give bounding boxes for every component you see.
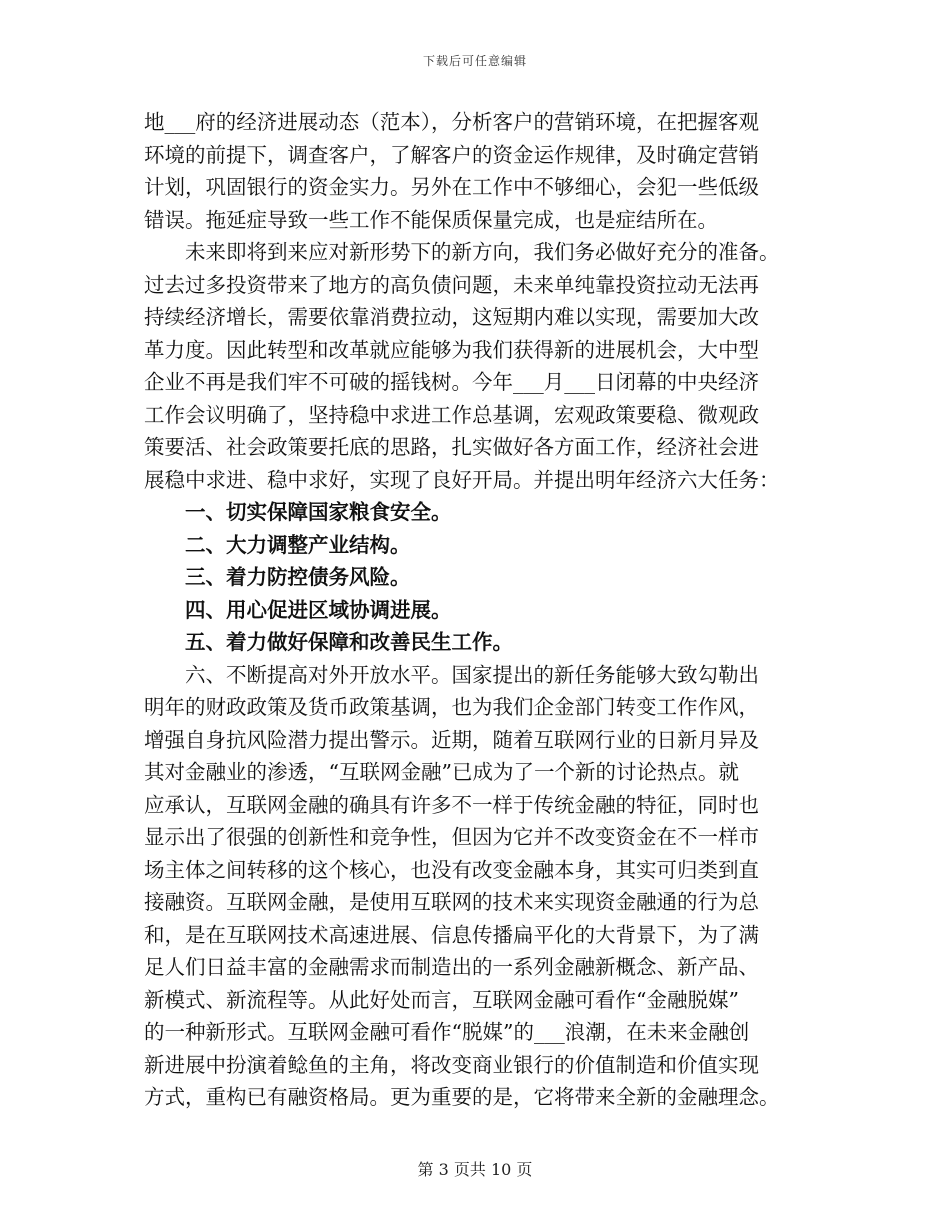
text-line: 的一种新形式。互联网金融可看作“脱媒”的___浪潮，在未来金融创 bbox=[144, 1020, 750, 1044]
text-line: 工作会议明确了，坚持稳中求进工作总基调，宏观政策要稳、微观政 bbox=[144, 402, 759, 427]
text-line: 地___府的经济进展动态（范本），分析客户的营销环境，在把握客观 bbox=[144, 110, 759, 134]
task-list-item: 一、切实保障国家粮食安全。 bbox=[185, 500, 452, 524]
page-header: 下载后可任意编辑 bbox=[422, 54, 527, 68]
page-number-footer: 第 3 页共 10 页 bbox=[417, 1160, 533, 1179]
text-line: 方式，重构已有融资格局。更为重要的是，它将带来全新的金融理念。 bbox=[144, 1085, 780, 1109]
text-line: 持续经济增长，需要依靠消费拉动，这短期内难以实现，需要加大改 bbox=[144, 305, 759, 329]
text-line: 应承认，互联网金融的确具有许多不一样于传统金融的特征，同时也 bbox=[144, 792, 759, 817]
text-line: 策要活、社会政策要托底的思路，扎实做好各方面工作，经济社会进 bbox=[144, 435, 759, 459]
text-line: 新进展中扮演着鲶鱼的主角，将改变商业银行的价值制造和价值实现 bbox=[144, 1052, 759, 1077]
text-line: 未来即将到来应对新形势下的新方向，我们务必做好充分的准备。 bbox=[185, 240, 780, 264]
text-line: 场主体之间转移的这个核心，也没有改变金融本身，其实可归类到直 bbox=[144, 857, 759, 882]
text-line: 其对金融业的渗透，“互联网金融”已成为了一个新的讨论热点。就 bbox=[144, 760, 739, 784]
text-line: 计划，巩固银行的资金实力。另外在工作中不够细心，会犯一些低级 bbox=[144, 175, 759, 199]
text-line: 新模式、新流程等。从此好处而言，互联网金融可看作“金融脱媒” bbox=[144, 987, 739, 1012]
text-line: 足人们日益丰富的金融需求而制造出的一系列金融新概念、新产品、 bbox=[144, 955, 759, 979]
task-list-item: 二、大力调整产业结构。 bbox=[185, 532, 411, 557]
text-line: 企业不再是我们牢不可破的摇钱树。今年___月___日闭幕的中央经济 bbox=[144, 370, 759, 394]
task-list-item: 四、用心促进区域协调进展。 bbox=[185, 597, 452, 622]
text-line: 环境的前提下，调查客户，了解客户的资金运作规律，及时确定营销 bbox=[144, 142, 759, 167]
text-line: 明年的财政政策及货币政策基调，也为我们企金部门转变工作作风， bbox=[144, 695, 759, 719]
text-line: 过去过多投资带来了地方的高负债问题，未来单纯靠投资拉动无法再 bbox=[144, 272, 759, 297]
text-line: 接融资。互联网金融，是使用互联网的技术来实现资金融通的行为总 bbox=[144, 890, 759, 914]
text-line: 显示出了很强的创新性和竞争性，但因为它并不改变资金在不一样市 bbox=[144, 825, 759, 849]
document-body bbox=[144, 106, 814, 1114]
text-line: 增强自身抗风险潜力提出警示。近期，随着互联网行业的日新月异及 bbox=[144, 727, 759, 752]
text-line: 革力度。因此转型和改革就应能够为我们获得新的进展机会，大中型 bbox=[144, 337, 759, 362]
text-line: 和，是在互联网技术高速进展、信息传播扁平化的大背景下，为了满 bbox=[144, 922, 759, 947]
task-list-item: 五、着力做好保障和改善民生工作。 bbox=[185, 630, 513, 654]
text-line: 展稳中求进、稳中求好，实现了良好开局。并提出明年经济六大任务： bbox=[144, 467, 780, 492]
task-list-item: 三、着力防控债务风险。 bbox=[185, 565, 411, 589]
text-line: 错误。拖延症导致一些工作不能保质保量完成，也是症结所在。 bbox=[144, 207, 718, 232]
text-line: 六、不断提高对外开放水平。国家提出的新任务能够大致勾勒出 bbox=[185, 662, 759, 687]
